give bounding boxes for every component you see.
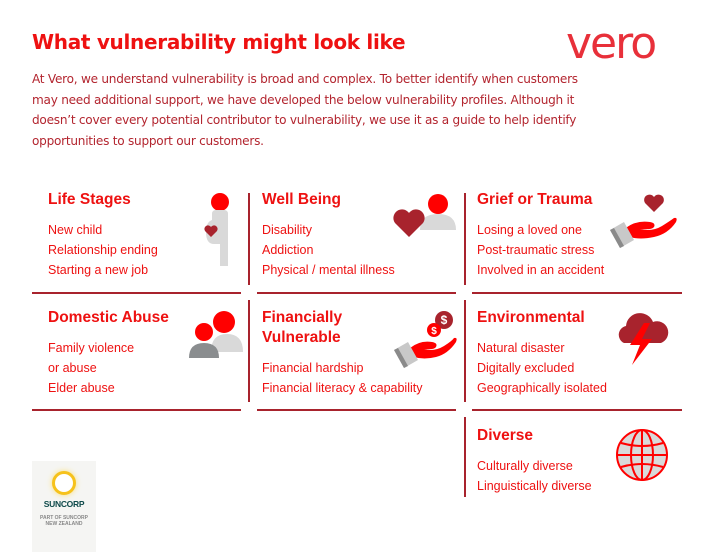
profile-item: Family violence [48,341,135,355]
profile-item: Financial hardship [262,361,364,375]
profile-item: Culturally diverse [477,459,573,473]
profile-title: Grief or Trauma [477,191,593,208]
two-people-icon [187,310,245,358]
sun-icon [52,471,76,495]
vdivider-2a [464,193,466,285]
profile-item: or abuse [48,361,97,375]
profile-environmental [477,308,607,398]
vdivider-2b [464,300,466,402]
profile-item: Geographically isolated [477,381,607,395]
divider-row2-col1 [32,409,241,411]
profile-item: Relationship ending [48,243,158,257]
suncorp-logo [32,461,96,552]
profile-item: Physical / mental illness [262,263,395,277]
divider-row2-col2 [257,409,456,411]
profile-title: Life Stages [48,191,131,208]
globe-icon [615,428,669,482]
profile-item: Digitally excluded [477,361,575,375]
profile-item: Addiction [262,243,314,257]
profile-item: Financial literacy & capability [262,381,423,395]
divider-row2-col3 [472,409,682,411]
profile-title: Diverse [477,427,534,444]
divider-row1-col1 [32,292,241,294]
profile-title: Environmental [477,309,585,326]
profile-item: Involved in an accident [477,263,605,277]
divider-row1-col3 [472,292,682,294]
profile-domestic-abuse [48,308,169,398]
suncorp-brand: SUNCORP [43,499,85,509]
profile-life-stages [48,190,158,280]
profile-item: New child [48,223,103,237]
profile-item: Natural disaster [477,341,565,355]
profile-well-being [262,190,395,280]
profile-diverse [477,426,592,496]
vero-logo: vero [566,18,656,69]
profile-item: Disability [262,223,313,237]
suncorp-subtitle: PART OF SUNCORP NEW ZEALAND [40,515,88,527]
intro-paragraph: At Vero, we understand vulnerability is broad and complex. To better identify when customers may need additional support, we have developed the below vulnerability profiles. Although it doesn’t cover every potential contributor to vulnerability, we use it as a guide to help identify opportunities to support our customers. [32,72,578,148]
svg-text:$: $ [431,326,437,337]
page-title: What vulnerability might look like [32,30,406,54]
heart-person-icon [392,192,458,240]
vdivider-2c [464,417,466,497]
profile-item: Starting a new job [48,263,149,277]
divider-row1-col2 [257,292,456,294]
svg-text:$: $ [440,313,448,327]
profile-item: Elder abuse [48,381,115,395]
profile-item: Linguistically diverse [477,479,592,493]
vdivider-1a [248,193,250,285]
profile-title: Financially Vulnerable [262,309,343,346]
profile-title: Well Being [262,191,341,208]
profile-title: Domestic Abuse [48,309,169,326]
hand-holding-coins-icon [392,308,462,370]
pregnant-person-heart-icon [198,192,234,268]
profile-item: Post-traumatic stress [477,243,595,257]
storm-cloud-icon [614,309,670,367]
hand-holding-heart-icon [606,190,680,252]
vdivider-1b [248,300,250,402]
profile-item: Losing a loved one [477,223,582,237]
profile-grief-or-trauma [477,190,604,280]
